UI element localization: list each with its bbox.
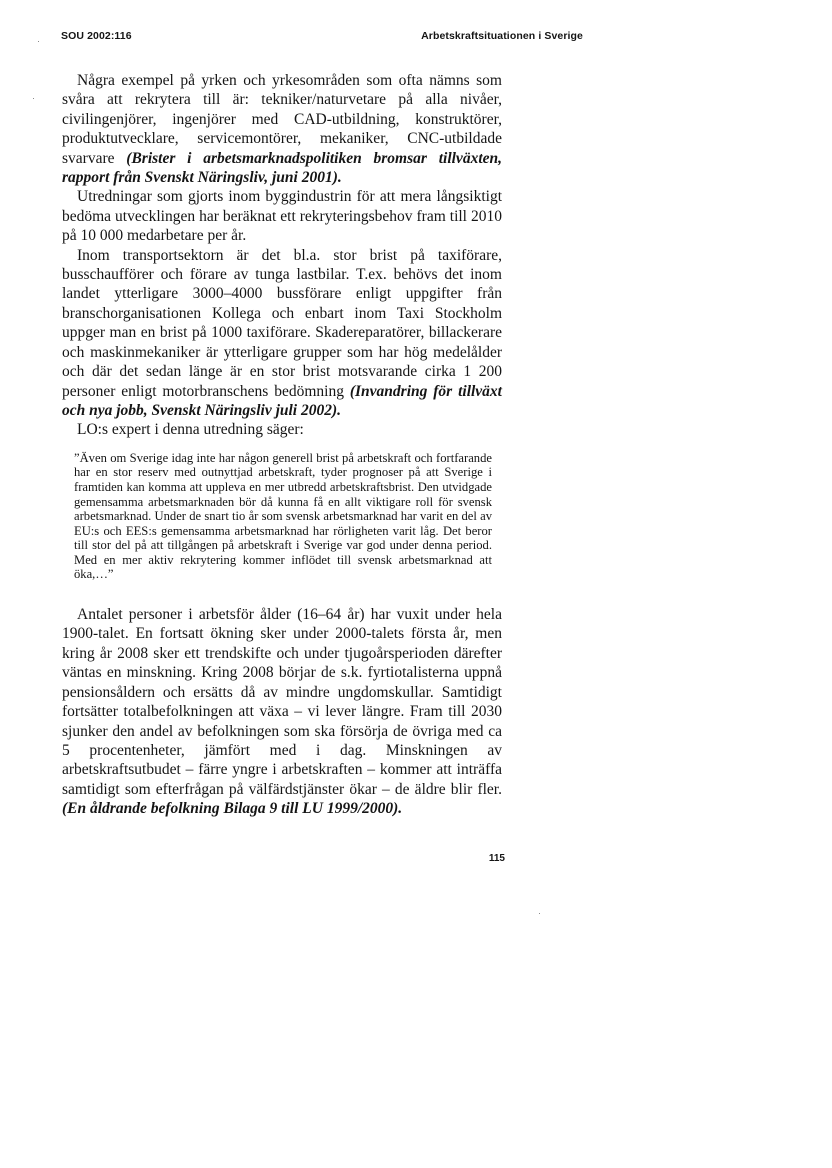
running-header-left: SOU 2002:116 (61, 30, 132, 42)
running-header-right: Arbetskraftsituationen i Sverige (421, 30, 583, 42)
paragraph-recruitment-examples (62, 71, 502, 187)
page-number: 115 (488, 853, 505, 864)
paragraph-demographics (62, 605, 502, 818)
paragraph-lo-expert: LO:s expert i denna utredning säger: (77, 421, 304, 439)
paragraph-text: Antalet personer i arbetsför ålder (16–64 år) har vuxit under hela 1900-talet. En fortsatt ökning sker under 2000-talets första år, men kring år 2008 sker ett trendskifte och under tjugoårsperioden därefter väntas en minskning. Kring 2008 börjar de s.k. fyrtiotalisterna uppnå pensionsåldern och ersätts då av mindre ungdomskullar. Samtidigt fortsätter totalbefolkningen att växa – vi lever längre. Fram till 2030 sjunker den andel av befolkningen som ska försörja de övriga med ca 5 procentenheter, jämfört med i dag. Minskningen av arbetskraftsutbudet – färre yngre i arbetskraften – kommer att inträffa samtidigt som efterfrågan på välfärdstjänster ökar – de äldre blir fler. (62, 606, 502, 798)
paragraph-text: Några exempel på yrken och yrkesområden som ofta nämns som svåra att rekrytera till är: tekniker/naturvetare på alla nivåer, civilingenjörer, ingenjörer med CAD-utbildning, konstruktörer, produktutvecklare, servicemontörer, mekaniker, CNC-utbildade svarvare (62, 72, 502, 167)
scan-speck: · (32, 93, 35, 103)
block-quote: ”Även om Sverige idag inte har någon generell brist på arbetskraft och fortfarande har en stor reserv med outnyttjad arbetskraft, tyder prognoser på att Sverige i framtiden kan komma att uppleva en mer utbredd arbetskraftsbrist. Den utvidgade gemensamma arbetsmarknaden bör då kunna få en allt viktigare roll för svensk arbetsmarknad. Under de snart tio år som svensk arbetsmarknad har varit en del av EU:s och EES:s gemensamma arbetsmarknad har rörligheten varit låg. Det beror till stor del på att tillgången på arbetskraft i Sverige var god under denna period. Med en mer aktiv rekrytering kommer inflödet till svensk arbetsmarknad att öka,…” (74, 450, 492, 582)
paragraph-construction: Utredningar som gjorts inom byggindustrin för att mera långsiktigt bedöma utvecklingen har beräknat ett rekryteringsbehov fram till 2010 på 10 000 medarbetare per år. (62, 188, 502, 245)
paragraph-transport (62, 246, 502, 421)
citation: (Invandring för tillväxt och nya jobb, Svenskt Näringsliv juli 2002). (62, 382, 502, 419)
scan-speck: · (37, 36, 40, 46)
citation: (Brister i arbetsmarknadspolitiken bromsar tillväxten, rapport från Svenskt Näringsliv, juni 2001). (62, 149, 502, 187)
paragraph-text: Inom transportsektorn är det bl.a. stor brist på taxiförare, busschaufförer och förare av tunga lastbilar. T.ex. behövs det inom landet ytterligare 3000–4000 bussförare enligt uppgifter från branschorganisationen Kollega och enbart inom Taxi Stockholm uppger man en brist på 1000 taxiförare. Skadereparatörer, billackerare och maskinmekaniker är ytterligare grupper som har hög medelålder och där det sedan länge är en stor brist motsvarande cirka 1 200 personer enligt motorbranschens bedömning (62, 246, 502, 400)
main-text (62, 71, 502, 819)
scan-speck: · (538, 908, 541, 918)
citation: (En åldrande befolkning Bilaga 9 till LU 1999/2000). (62, 800, 403, 818)
